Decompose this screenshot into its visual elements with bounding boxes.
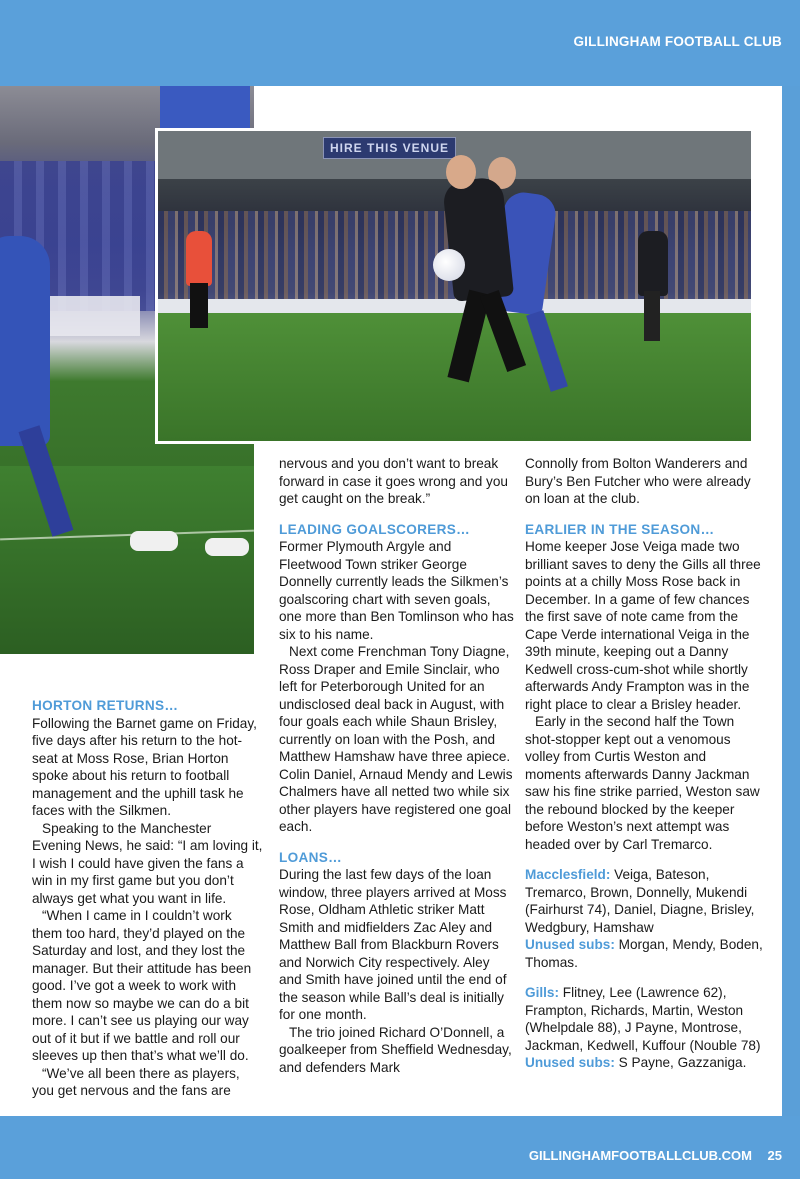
main-match-photo [155,128,754,444]
lineup-text: Veiga, Bateson, Tremarco, Brown, Donnelly, Mukendi (Fairhurst 74), Daniel, Diagne, Brisley, Wedgbury, Hamshaw [525,867,755,935]
photo-hoarding-sign: HIRE THIS VENUE [323,137,456,159]
photo-far-player [638,231,668,296]
subs-text: Morgan, Mendy, Boden, Thomas. [525,937,763,970]
paragraph: During the last few days of the loan window, three players arrived at Moss Rose, Oldham Athletic striker Matt Smith and midfielders Zac Aley and Matthew Ball from Blackburn Rovers and Norwich City respectively. Aley and Smith have joined until the end of the season while Ball’s deal is initially for one month. [279,867,507,1022]
paragraph: Early in the second half the Town shot-stopper kept out a venomous volley from Curtis Weston and moments afterwards Danny Jackman saw his fine strike parried, Weston saw the rebound blocked by the keeper before Weston’s next attempt was headed over by Carl Tremarco. [525,714,760,852]
photo-boot [205,538,249,556]
paragraph: The trio joined Richard O’Donnell, a goalkeeper from Sheffield Wednesday, and defenders Mark [279,1024,512,1075]
photo-boot [130,531,178,551]
photo-player-body [0,236,50,446]
paragraph-continued: Connolly from Bolton Wanderers and Bury’s Ben Futcher who were already on loan at the club. [525,456,751,506]
macclesfield-lineup [525,866,765,971]
photo-referee-legs [190,283,208,328]
subs-label: Unused subs: [525,937,615,952]
paragraph: Following the Barnet game on Friday, five days after his return to the hot-seat at Moss Rose, Brian Horton spoke about his return to football management and the uphill task he faces with the Silkmen. [32,715,257,818]
section-heading-horton-returns: HORTON RETURNS… [32,698,179,713]
section-heading-leading-goalscorers: LEADING GOALSCORERS… [279,521,471,537]
article-column-1 [32,697,264,1100]
footer-website: GILLINGHAMFOOTBALLCLUB.COM [528,1148,752,1163]
gills-lineup [525,984,765,1072]
paragraph: “We’ve all been there as players, you get nervous and the fans are [32,1065,240,1098]
club-name-header: GILLINGHAM FOOTBALL CLUB [573,34,782,49]
football-icon [433,249,465,281]
paragraph: “When I came in I couldn’t work them too hard, they’d played on the Saturday and lost, and they lost the manager. But their attitude has been good. I’ve got a week to work with them now so maybe we can do a bit more. I can’t see us playing our way out of it but if we battle and roll our sleeves up then that’s what we’ll do. [32,908,252,1063]
article-column-3 [525,455,765,1072]
section-heading-earlier-in-season: EARLIER IN THE SEASON… [525,521,715,537]
section-heading-loans: LOANS… [279,849,342,865]
team-label: Gills: [525,985,559,1000]
paragraph: Former Plymouth Argyle and Fleetwood Town striker George Donnelly currently leads the Silkmen’s goalscoring chart with seven goals, one more than Ben Tomlinson who has six to his name. [279,539,514,642]
paragraph-continued: nervous and you don’t want to break forward in case it goes wrong and you get caught on the break.” [279,456,508,506]
photo-advertising-boards [158,299,751,313]
photo-striker [442,176,514,302]
lineup-text: Flitney, Lee (Lawrence 62), Frampton, Richards, Martin, Weston (Whelpdale 88), J Payne, Montrose, Jackman, Kedwell, Kuffour (Nouble 78) [525,985,761,1053]
photo-striker-head [446,155,476,189]
page-number: 25 [767,1148,782,1163]
paragraph: Home keeper Jose Veiga made two brilliant saves to deny the Gills all three points at a chilly Moss Rose back in December. In a game of few chances the first save of note came from the Cape Verde international Veiga in the 39th minute, keeping out a Danny Kedwell cross-cum-shot while shortly afterwards Andy Frampton was in the right place to clear a Brisley header. [525,539,761,712]
paragraph: Speaking to the Manchester Evening News, he said: “I am loving it, I wish I could have given the fans a win in my first game but you don’t always get what you want in life. [32,820,263,906]
photo-far-player-legs [644,291,660,341]
subs-label: Unused subs: [525,1055,615,1070]
team-label: Macclesfield: [525,867,611,882]
article-column-2 [279,455,515,1076]
subs-text: S Payne, Gazzaniga. [618,1055,747,1070]
paragraph: Next come Frenchman Tony Diagne, Ross Draper and Emile Sinclair, who left for Peterborough United for an undisclosed deal back in August, with four goals each while Shaun Brisley, currently on loan with the Posh, and Matthew Hamshaw have three apiece. Colin Daniel, Arnaud Mendy and Lewis Chalmers have all netted two while six other players have registered one goal each. [279,644,513,834]
photo-referee [186,231,212,286]
